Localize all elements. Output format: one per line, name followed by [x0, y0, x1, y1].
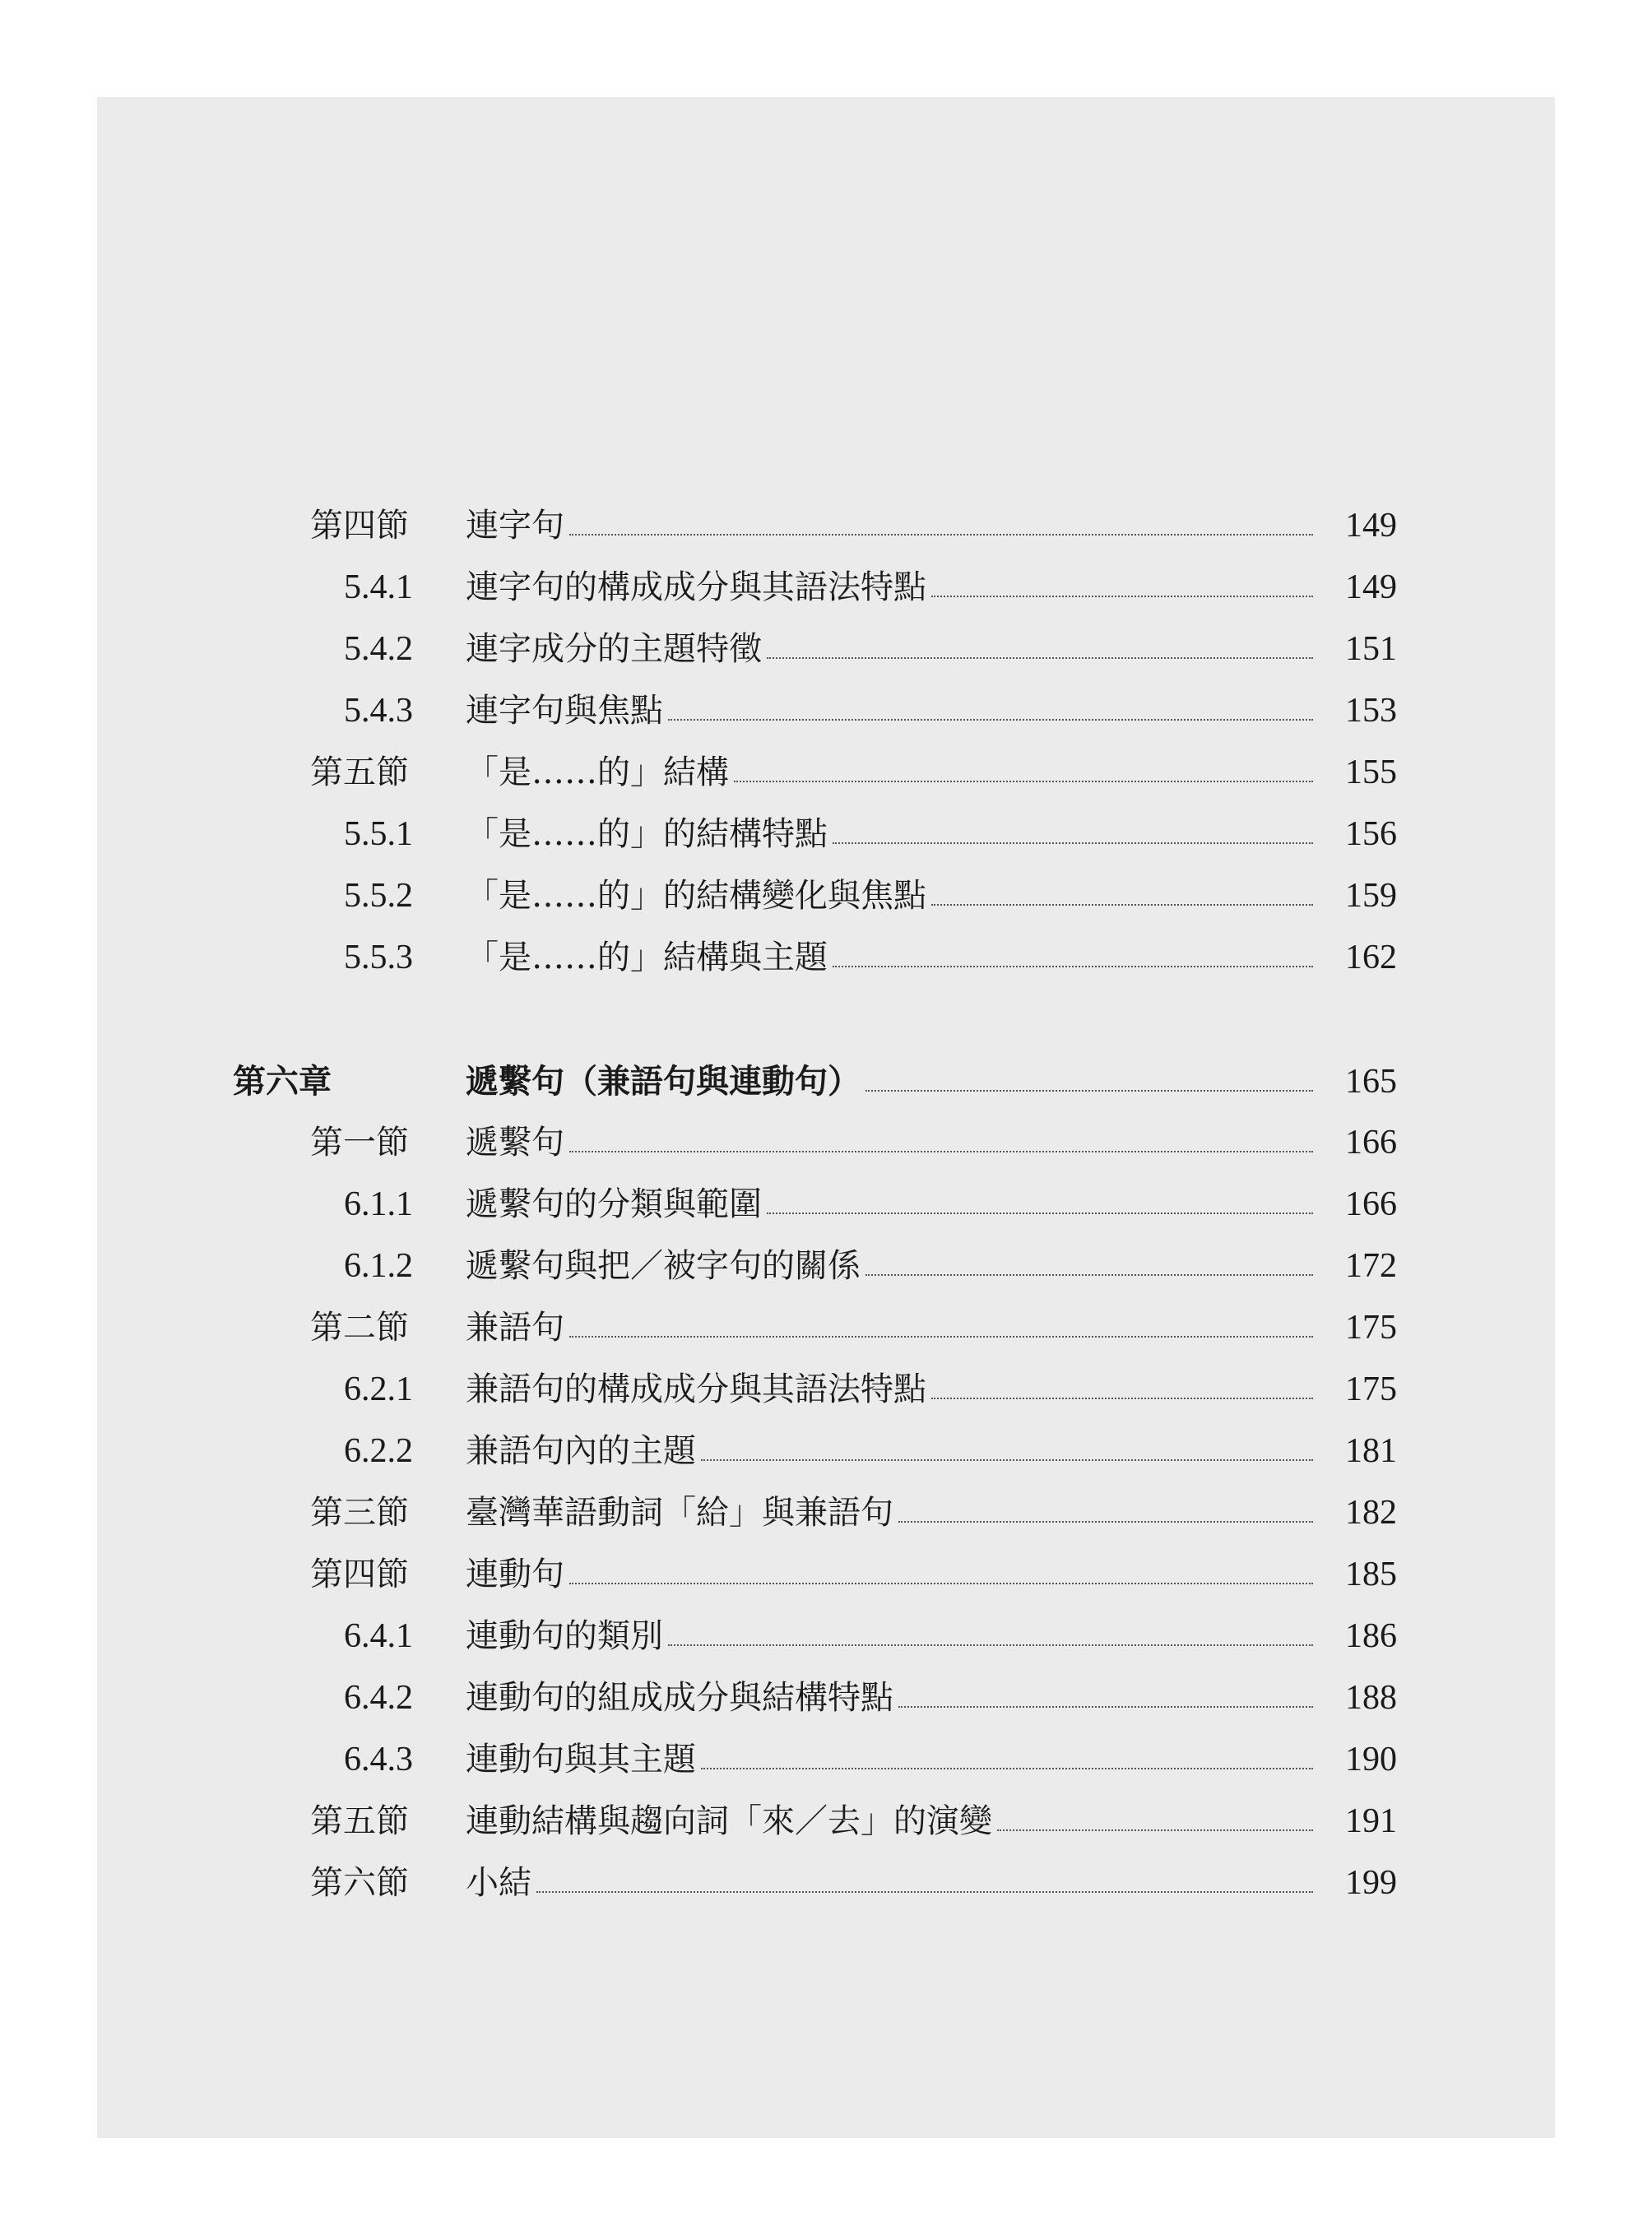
- dot-leader: [668, 1644, 1313, 1646]
- toc-entry-page: 182: [1345, 1494, 1397, 1532]
- toc-entry: [97, 1729, 1555, 1791]
- toc-entry-title: 兼語句的構成成分與其語法特點: [466, 1370, 926, 1408]
- toc-entry-page: 186: [1345, 1617, 1397, 1655]
- toc-entry-page: 191: [1345, 1802, 1397, 1840]
- toc-entry-page: 172: [1345, 1247, 1397, 1285]
- toc-entry-title: 「是……的」的結構特點: [466, 815, 828, 853]
- toc-entry-line: [466, 804, 1397, 865]
- toc-entry-title: 連字句的構成成分與其語法特點: [466, 568, 926, 606]
- toc-entry-line: [466, 495, 1397, 557]
- toc-chapter-entry: [97, 1050, 1555, 1112]
- dot-leader: [833, 966, 1313, 967]
- toc-entry-page: 181: [1345, 1432, 1397, 1470]
- dot-leader: [931, 904, 1313, 906]
- toc-entry-line: [466, 1729, 1397, 1791]
- toc-entry: [97, 1236, 1555, 1297]
- dot-leader: [767, 1213, 1313, 1214]
- toc-entry-line: [466, 1791, 1397, 1852]
- toc-entry-number: 第六節: [310, 1864, 409, 1902]
- toc-entry: [97, 1297, 1555, 1359]
- toc-entry-page: 151: [1345, 630, 1397, 668]
- toc-entry-title: 臺灣華語動詞「給」與兼語句: [466, 1494, 893, 1532]
- toc-entry: [97, 1544, 1555, 1606]
- toc-entry-number: 5.5.1: [344, 815, 413, 853]
- toc-entry-line: [466, 1297, 1397, 1359]
- toc-entry-number: 6.1.1: [344, 1185, 413, 1223]
- toc-entry-number: 5.4.2: [344, 630, 413, 668]
- toc-entry-title: 連字句: [466, 507, 564, 545]
- toc-entry: [97, 1667, 1555, 1729]
- toc-entry-line: [466, 619, 1397, 680]
- toc-entry-title: 遞繫句與把／被字句的關係: [466, 1247, 861, 1285]
- toc-entry-line: [466, 1667, 1397, 1729]
- toc-entry-number: 第五節: [310, 1802, 409, 1840]
- toc-chapter-number: 第六章: [233, 1062, 332, 1101]
- dot-leader: [931, 1398, 1313, 1399]
- toc-entry-line: [466, 1421, 1397, 1482]
- dot-leader: [898, 1521, 1313, 1523]
- toc-entry-title: 連動句的組成成分與結構特點: [466, 1679, 893, 1717]
- dot-leader: [833, 842, 1313, 844]
- dot-leader: [668, 719, 1313, 721]
- dot-leader: [569, 1151, 1313, 1152]
- toc-entry-number: 6.2.2: [344, 1432, 413, 1470]
- toc-entry-line: [466, 680, 1397, 742]
- toc-entry-number: 第五節: [310, 754, 409, 791]
- toc-entry-page: 175: [1345, 1309, 1397, 1347]
- toc-entry-title: 兼語句: [466, 1309, 564, 1347]
- toc-entry-page: 190: [1345, 1741, 1397, 1778]
- toc-entry-number: 5.4.1: [344, 568, 413, 606]
- toc-entry-line: [466, 742, 1397, 804]
- toc-entry-page: 175: [1345, 1370, 1397, 1408]
- toc-chapter-title: 遞繫句（兼語句與連動句）: [466, 1062, 861, 1101]
- document-page: [97, 97, 1555, 2138]
- toc-entry-title: 「是……的」結構: [466, 754, 729, 791]
- toc-entry: [97, 742, 1555, 804]
- toc-entry: [97, 495, 1555, 557]
- toc-entry-title: 「是……的」結構與主題: [466, 939, 828, 976]
- dot-leader: [701, 1768, 1313, 1769]
- toc-entry-title: 「是……的」的結構變化與焦點: [466, 877, 926, 915]
- dot-leader: [569, 534, 1313, 536]
- dot-leader: [569, 1336, 1313, 1338]
- toc-entry-line: [466, 1359, 1397, 1421]
- toc-entry-title: 連動結構與趨向詞「來／去」的演變: [466, 1802, 992, 1840]
- dot-leader: [536, 1891, 1313, 1893]
- table-of-contents: [97, 97, 1555, 2138]
- toc-entry-line: [466, 1482, 1397, 1544]
- toc-entry-page: 162: [1345, 939, 1397, 976]
- toc-entry-page: 199: [1345, 1864, 1397, 1902]
- toc-entry-line: [466, 865, 1397, 927]
- dot-leader: [997, 1829, 1313, 1831]
- toc-entry: [97, 865, 1555, 927]
- toc-entry: [97, 680, 1555, 742]
- toc-entry: [97, 1112, 1555, 1174]
- toc-entry-title: 連動句: [466, 1556, 564, 1593]
- toc-entry-line: [466, 1236, 1397, 1297]
- toc-entry-number: 第一節: [310, 1124, 409, 1162]
- toc-entry: [97, 1791, 1555, 1852]
- toc-entry-page: 149: [1345, 507, 1397, 545]
- toc-entry-number: 6.1.2: [344, 1247, 413, 1285]
- toc-entry-title: 連字成分的主題特徵: [466, 630, 762, 668]
- toc-entry-number: 第四節: [310, 507, 409, 545]
- toc-entry-line: [466, 557, 1397, 619]
- toc-entry-number: 第三節: [310, 1494, 409, 1532]
- toc-entry: [97, 619, 1555, 680]
- toc-entry-page: 153: [1345, 692, 1397, 730]
- toc-entry: [97, 557, 1555, 619]
- toc-entry-number: 5.5.2: [344, 877, 413, 915]
- dot-leader: [898, 1706, 1313, 1708]
- toc-entry-title: 遞繫句: [466, 1124, 564, 1162]
- toc-entry-line: [466, 1174, 1397, 1236]
- toc-entry: [97, 1174, 1555, 1236]
- toc-entry-page: 185: [1345, 1556, 1397, 1593]
- toc-entry: [97, 1606, 1555, 1667]
- toc-entry-title: 兼語句內的主題: [466, 1432, 696, 1470]
- toc-entry-line: [466, 1544, 1397, 1606]
- toc-entry-line: [466, 1606, 1397, 1667]
- toc-entry-number: 5.5.3: [344, 939, 413, 976]
- dot-leader: [767, 657, 1313, 659]
- dot-leader: [701, 1459, 1313, 1461]
- toc-entry-number: 6.4.2: [344, 1679, 413, 1717]
- toc-entry: [97, 1482, 1555, 1544]
- toc-entry-page: 188: [1345, 1679, 1397, 1717]
- toc-entry-line: [466, 1112, 1397, 1174]
- dot-leader: [865, 1274, 1313, 1276]
- toc-entry-page: 166: [1345, 1124, 1397, 1162]
- toc-entry-page: 166: [1345, 1185, 1397, 1223]
- toc-entry: [97, 1421, 1555, 1482]
- toc-entry-number: 第四節: [310, 1556, 409, 1593]
- dot-leader: [931, 596, 1313, 597]
- toc-entry-page: 156: [1345, 815, 1397, 853]
- toc-entry-line: [466, 927, 1397, 989]
- toc-entry: [97, 1852, 1555, 1914]
- toc-entry-title: 遞繫句的分類與範圍: [466, 1185, 762, 1223]
- toc-entry-title: 小結: [466, 1864, 531, 1902]
- toc-entry-title: 連字句與焦點: [466, 692, 663, 730]
- toc-entry-page: 165: [1345, 1063, 1397, 1101]
- toc-entry-page: 155: [1345, 754, 1397, 791]
- toc-entry-title: 連動句的類別: [466, 1617, 663, 1655]
- toc-entry: [97, 927, 1555, 989]
- dot-leader: [734, 781, 1313, 782]
- toc-entry-title: 連動句與其主題: [466, 1741, 696, 1778]
- toc-entry: [97, 1359, 1555, 1421]
- toc-entry-line: [466, 1050, 1397, 1113]
- dot-leader: [865, 1090, 1313, 1092]
- toc-entry-number: 5.4.3: [344, 692, 413, 730]
- toc-entry-page: 149: [1345, 568, 1397, 606]
- toc-entry: [97, 804, 1555, 865]
- dot-leader: [569, 1583, 1313, 1584]
- toc-entry-line: [466, 1852, 1397, 1914]
- toc-entry-number: 6.4.3: [344, 1741, 413, 1778]
- toc-entry-page: 159: [1345, 877, 1397, 915]
- toc-entry-number: 第二節: [310, 1309, 409, 1347]
- toc-entry-number: 6.2.1: [344, 1370, 413, 1408]
- toc-entry-number: 6.4.1: [344, 1617, 413, 1655]
